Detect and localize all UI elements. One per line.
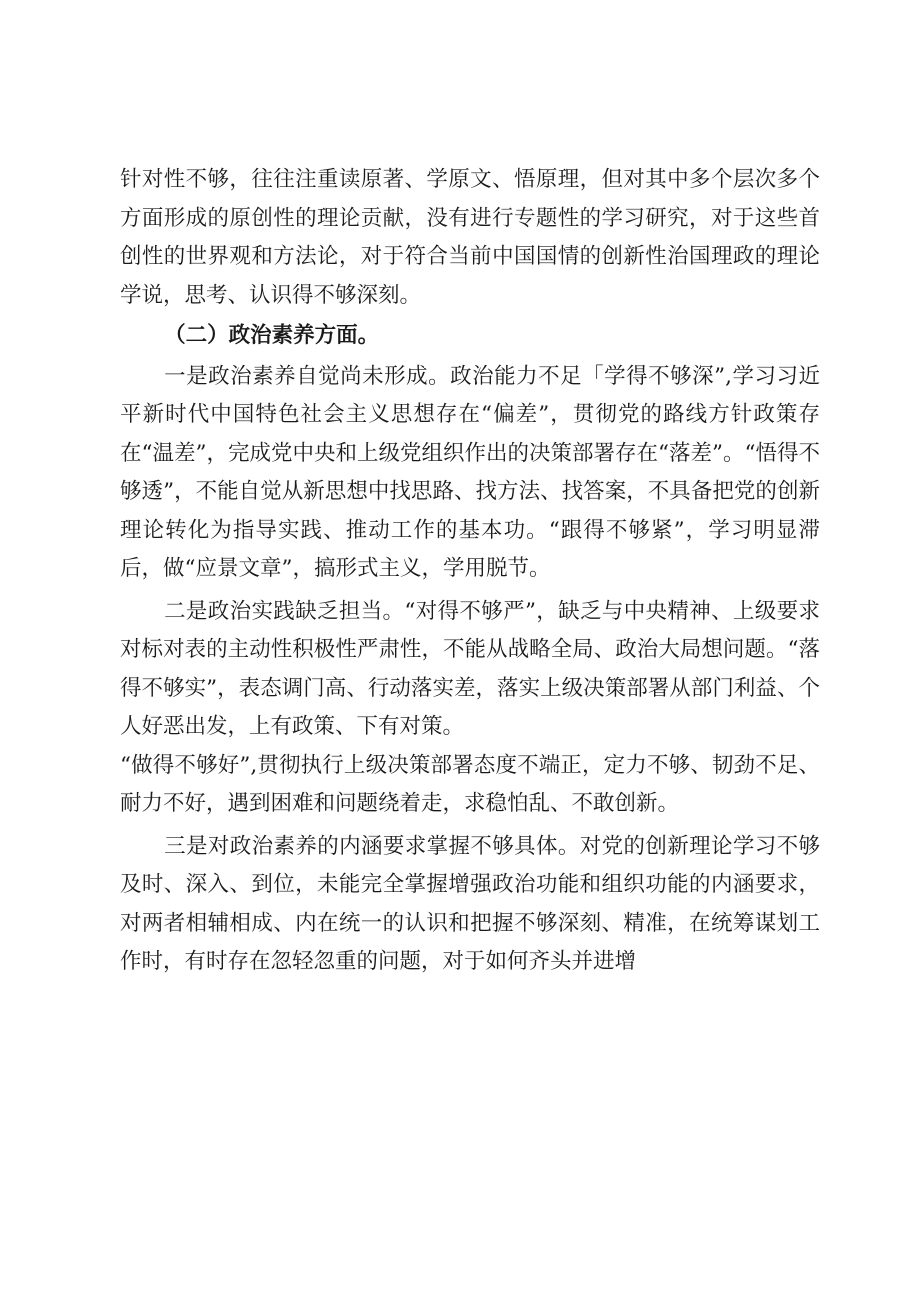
- section-heading: （二）政治素养方面。: [164, 323, 380, 348]
- paragraph-continuation: 针对性不够，往往注重读原著、学原文、悟原理，但对其中多个层次多个方面形成的原创性的理论贡献，没有进行专题性的学习研究，对于这些首创性的世界观和方法论，对于符合当前中国国情的创新性治国理政的理论学说，思考、认识得不够深刻。: [120, 167, 820, 308]
- paragraph-political-practice: 二是政治实践缺乏担当。“对得不够严”，缺乏与中央精神、上级要求对标对表的主动性积极性严肃性，不能从战略全局、政治大局想问题。“落得不够实”，表态调门高、行动落实差，落实上级决策部署从部门利益、个人好恶出发，上有政策、下有对策。: [120, 598, 820, 739]
- document-body: [120, 161, 820, 982]
- paragraph-connotation: 三是对政治素养的内涵要求掌握不够具体。对党的创新理论学习不够及时、深入、到位，未能完全掌握增强政治功能和组织功能的内涵要求，对两者相辅相成、内在统一的认识和把握不够深刻、精准，在统筹谋划工作时，有时存在忽轻忽重的问题，对于如何齐头并进增: [120, 833, 820, 974]
- paragraph-political-awareness: 一是政治素养自觉尚未形成。政治能力不足「学得不够深”,学习习近平新时代中国特色社会主义思想存在“偏差”，贯彻党的路线方针政策存在“温差”，完成党中央和上级党组织作出的决策部署存在“落差”。“悟得不够透”，不能自觉从新思想中找思路、找方法、找答案，不具备把党的创新理论转化为指导实践、推动工作的基本功。“跟得不够紧”，学习明显滞后，做“应景文章”，搞形式主义，学用脱节。: [120, 363, 820, 581]
- paragraph-execution: “做得不够好”,贯彻执行上级决策部署态度不端正，定力不够、韧劲不足、耐力不好，遇到困难和问题绕着走，求稳怕乱、不敢创新。: [120, 752, 820, 816]
